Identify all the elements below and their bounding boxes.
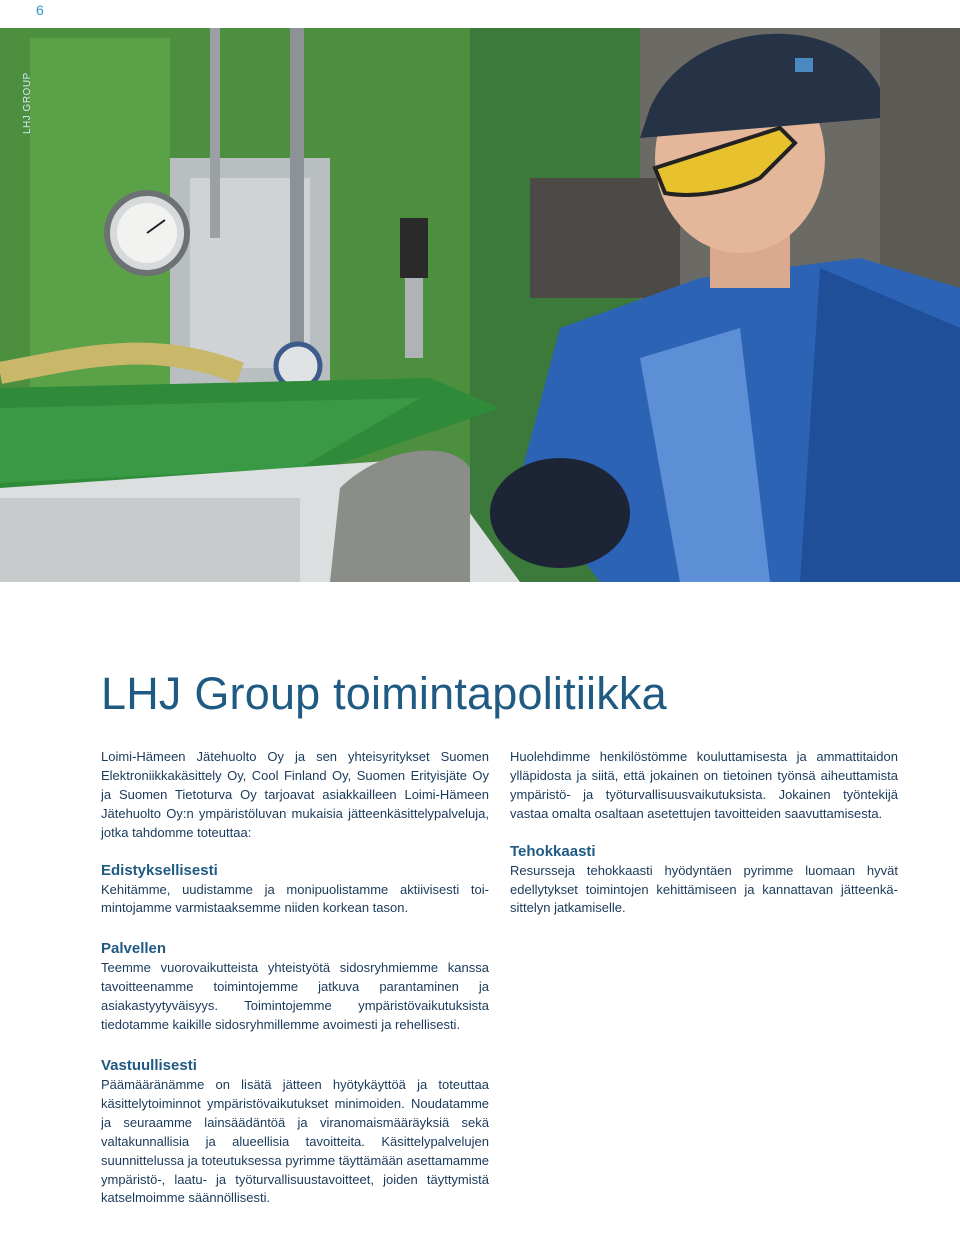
intro-paragraph: Huolehdimme henkilöstömme kouluttamisesta ja ammattitaidon ylläpidosta ja siitä, että jokainen on tietoinen työnsä aiheuttamista ympäristö- ja työturvallisuusvaikutuksista. Jokainen työntekijä vastaa omalta osaltaan asetettujen tavoitteiden saavuttamisesta. xyxy=(510,749,898,821)
section-heading: Tehokkaasti xyxy=(510,842,596,860)
section-heading: Edistyksellisesti xyxy=(101,861,218,879)
right-column xyxy=(510,748,898,918)
header-photo xyxy=(0,28,960,582)
page-title: LHJ Group toimintapolitiikka xyxy=(101,668,667,719)
section-text: Teemme vuorovaikutteista yhteistyötä sidosryhmiemme kanssa tavoitteenamme toimintojemme jatkuva parantaminen ja asiakastyytyväisyys. Toimintojemme ympäristövaikutuksista tiedotamme kaikille sidosryhmillemme avoimesti ja rehellisesti. xyxy=(101,960,489,1033)
page-number: 6 xyxy=(36,2,44,18)
section-heading: Palvellen xyxy=(101,940,167,958)
section-text: Resursseja tehokkaasti hyödyntäen pyrimme luomaan hyvät edellytykset toimintojen kehittämiseen ja kannattavan jätteenkäsittelyn jatkamiselle. xyxy=(510,862,898,916)
left-column xyxy=(101,748,489,1208)
factory-worker-photo-icon xyxy=(0,28,960,582)
section-text: Päämääränämme on lisätä jätteen hyötykäyttöä ja toteuttaa käsittelytoiminnot ympäristövaikutukset minimoiden. Noudatamme ja seuraamme lainsäädäntöä ja viranomaismääräyksiä sekä valtakunnallisia ja alueellisia tavoitteita. Käsittelypalvelujen suunnittelussa ja toteutuksessa pyrimme täyttämään asettamamme ympäristö-, laatu- ja työturvallisuustavoitteet, joiden täyttymistä katselmoimme säännöllisesti. xyxy=(101,1076,490,1206)
section-text: Kehitämme, uudistamme ja monipuolistamme aktiivisesti toimintojamme varmistaaksemme niiden korkean tason. xyxy=(101,881,489,916)
intro-paragraph: Loimi-Hämeen Jätehuolto Oy ja sen yhteisyritykset Suomen Elektroniikkakäsittely Oy, Cool Finland Oy, Suomen Erityisjäte Oy ja Suomen Tietoturva Oy tarjoavat asiakkailleen Loimi-Hämeen Jätehuolto Oy:n ympäristöluvan mukaisia jätteenkäsittelypalveluja, jotka tahdomme toteuttaa: xyxy=(101,749,489,840)
section-heading: Vastuullisesti xyxy=(101,1056,197,1074)
side-label: LHJ GROUP xyxy=(22,72,33,134)
